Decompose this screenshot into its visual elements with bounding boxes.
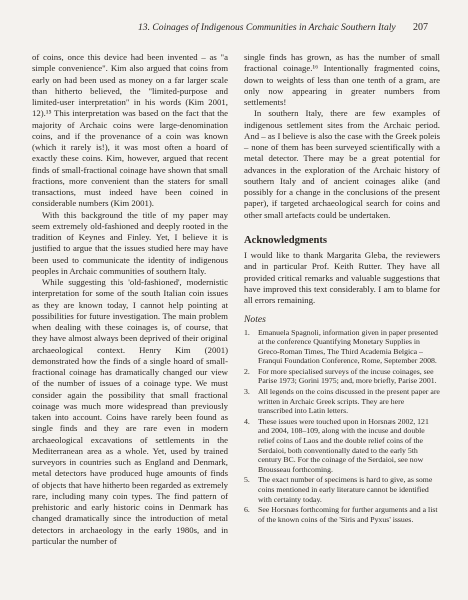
right-paragraph-2: In southern Italy, there are few examples of indigenous settlement sites from the Archaic period. And – as I believe is also the case with the Greek poleis – none of them has been surveyed scientifically with a metal detector. There may be a great potential for advances in the exploration of the Archaic history of southern Italy and of ancient coinages alike (and possibly for a change in the conclusions of the present paper), if targeted archaeological search for coins and other small artefacts could be undertaken. [244,108,440,220]
left-paragraph-2: With this background the title of my paper may seem extremely old-fashioned and deeply rooted in the tradition of Keynes and Finley. Yet, I believe it is justified to argue that the issues studied here may have been used to communicate the identity of indigenous peoples in Archaic communities of southern Italy. [32,209,228,276]
note-text: All legends on the coins discussed in the present paper are written in Archaic Greek scripts. They are here transcribed into Latin letters. [258,387,440,416]
acknowledgments-text: I would like to thank Margarita Gleba, the reviewers and in particular Prof. Keith Rutter. They have all provided critical remarks and valuable suggestions that have improved this text considerably. I am to blame for all errors remaining. [244,250,440,305]
page-number: 207 [413,22,428,33]
notes-list [244,328,440,525]
note-number: 5. [244,475,250,485]
note-number: 3. [244,387,250,397]
right-column [244,52,440,525]
note-item [244,367,440,386]
note-text: See Horsnæs forthcoming for further arguments and a list of the known coins of the 'Siris and Pyxus' issues. [258,505,438,524]
right-paragraph-1: single finds has grown, as has the number of small fractional coinage.¹⁶ Intentionally fragmented coins, down to weights of less than one tenth of a gram, are only now appearing in greater numbers from settlements! [244,52,440,107]
notes-heading: Notes [244,314,266,326]
acknowledgments-heading: Acknowledgments [244,234,327,246]
note-number: 4. [244,416,250,426]
note-item [244,328,440,366]
note-text: These issues were touched upon in Horsnæs 2002, 121 and 2004, 108–109, along with the incuse and double relief coins of Laos and the double relief coins of the Serdaioi, both conventionally dated to the early 5th century BC. For the coinage of the Serdaioi, see now Brousseau forthcoming. [258,416,429,474]
note-number: 1. [244,327,250,337]
note-item [244,417,440,475]
note-number: 2. [244,366,250,376]
note-item [244,387,440,416]
note-text: For more specialised surveys of the incuse coinages, see Parise 1973; Gorini 1975; and, more briefly, Parise 2001. [258,366,437,386]
left-column [32,52,228,547]
note-number: 6. [244,505,250,515]
running-title: 13. Coinages of Indigenous Communities in Archaic Southern Italy [138,22,396,33]
left-paragraph-3: While suggesting this 'old-fashioned', modernistic interpretation for some of the south Italian coin issues as they are known today, I cannot help pointing at possibilities for future investigation. The main problem when dealing with these coinages is, of course, that they have almost always been deprived of their original archaeological context. Henry Kim (2001) demonstrated how the finds of a single hoard of small-fractional coinage has dramatically changed our view of the number of issues of a coinage type. We must consider again the possibility that small fractional coinage was much more widespread than previously taken into account. Coins have rarely been found as single finds and they are rare even in modern archaeological excavations of settlements in the Mediterranean area as a whole. Yet, used by trained surveyors in countries such as England and Denmark, metal detectors have produced huge amounts of finds of objects that have hitherto been regarded as extremely rare, including many coin types. The find pattern of prehistoric and early historic coins in Denmark has changed dramatically since the introduction of metal detectors in archaeology in the early 1980s, and in particular the number of [32,277,228,546]
note-text: Emanuela Spagnoli, information given in paper presented at the conference Quantifying Monetary Supplies in Greco-Roman Times, The Third Academia Belgica – Franqui Foundation Conference, Rome, September 2008. [258,327,438,366]
note-text: The exact number of specimens is hard to give, as some coins mentioned in early literature cannot be identified with certainty today. [258,475,433,504]
note-item [244,475,440,504]
note-item [244,505,440,524]
left-paragraph-1: of coins, once this device had been invented – as "a simple convenience". Kim also argued that coins from early on had been used as money on a far larger scale than hitherto believed, the "limited-purpose and limited-user interpretation" in his words (Kim 2001, 12).¹⁵ This interpretation was based on the fact that the majority of Archaic coins were large-denomination coins, and if the provenance of a coin was known (which it rarely is!), it was most often a hoard of exactly these coins. Kim, however, argued that recent finds of small-fractional coinage have shown that small fractions, more convenient than the staters for small transactions, must indeed have been coined in considerable numbers (Kim 2001). [32,52,228,209]
